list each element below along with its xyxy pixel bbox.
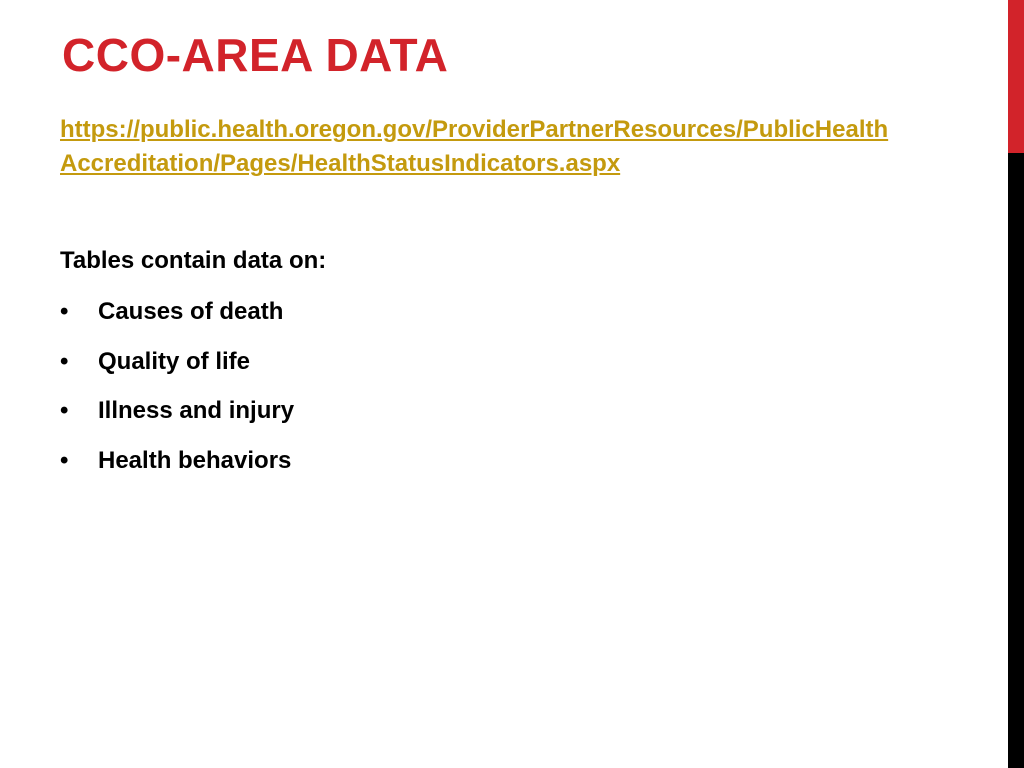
bullet-icon: • [60,397,69,424]
list-item [60,395,294,445]
bullet-icon: • [60,298,69,325]
slide-title: CCO-AREA DATA [62,29,449,81]
bullet-icon: • [60,347,69,375]
list-item [60,296,294,346]
topic-list [60,296,294,494]
health-status-indicators-link[interactable]: https://public.health.oregon.gov/ProviderPartnerResources/PublicHealthAccreditation/Pages/HealthStatusIndicators.aspx [60,116,889,177]
accent-bar-top [1008,0,1024,153]
list-item-label: Quality of life [98,347,251,375]
list-item [60,445,294,495]
bullet-icon: • [60,446,69,474]
list-item-label: Illness and injury [98,397,295,424]
intro-text: Tables contain data on: [60,247,327,274]
list-item-label: Causes of death [98,298,284,325]
list-item-label: Health behaviors [98,446,292,474]
list-item [60,346,294,396]
accent-bar [1008,0,1024,768]
